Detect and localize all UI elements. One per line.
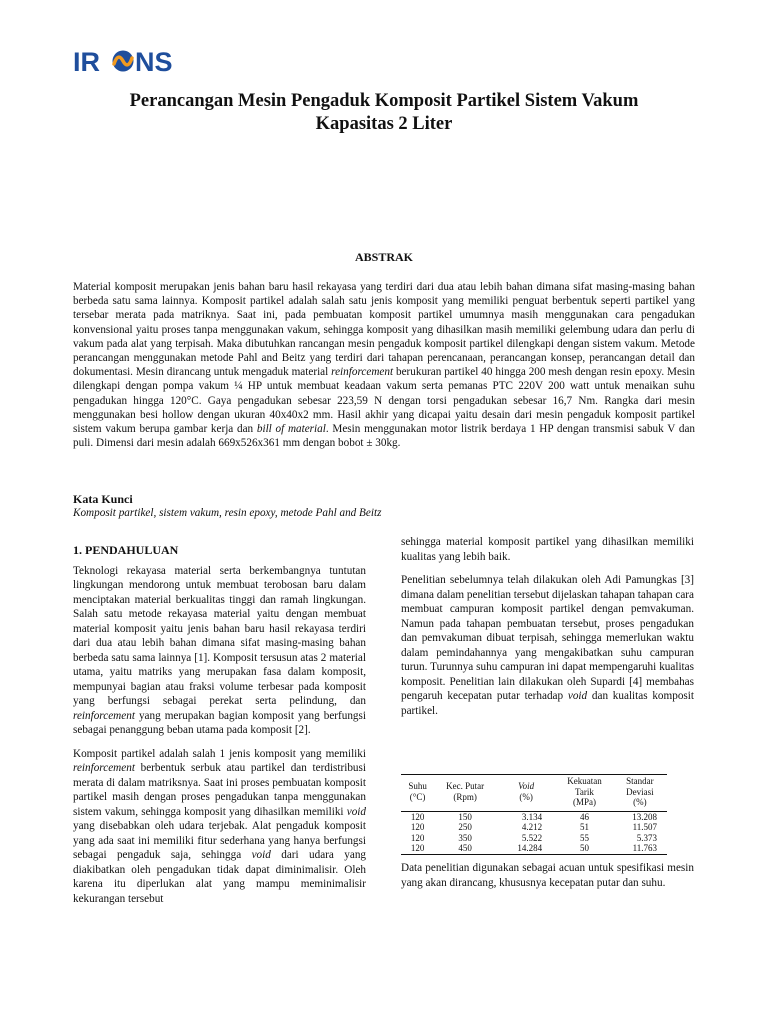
table-cell: 50 <box>579 843 589 853</box>
table-row <box>401 833 667 844</box>
table-cell: 120 <box>410 811 425 822</box>
header-kekuatan-tarik: Kekuatan Tarik (MPa) <box>567 776 602 807</box>
p2-em-1: reinforcement <box>73 762 135 774</box>
logo-letters-2: NS <box>135 47 173 74</box>
table-cell: 55 <box>579 832 589 843</box>
logo-letters: IR <box>73 47 100 74</box>
p1-text-b: yang merupakan bagian komposit yang berfungsi sebagai penanggung beban utama pada komposit [2]. <box>73 709 366 736</box>
irons-logo <box>73 46 183 74</box>
abstract-em-2: bill of material <box>256 423 326 436</box>
r2-em: void <box>567 690 588 702</box>
paper-title <box>60 90 708 136</box>
p2-text-d: dari udara yang diakibatkan oleh pengadukan tidak dapat diminimalisir. Oleh karena itu diperlukan alat yang mampu meminimalisir kekurangan tersebut <box>73 849 367 905</box>
keywords-text: Komposit partikel, sistem vakum, resin epoxy, metode Pahl and Beitz <box>73 507 382 519</box>
title-line-1: Perancangan Mesin Pengaduk Komposit Partikel Sistem Vakum <box>129 91 639 111</box>
table-header-row <box>401 775 667 812</box>
title-line-2: Kapasitas 2 Liter <box>315 114 453 134</box>
r2-text-a: Penelitian sebelumnya telah dilakukan oleh Adi Pamungkas [3] dimana dalam penelitian tersebut dijelaskan tahapan tahapan cara membuat campuran komposit partikel dengan pemvakuman. Namun pada tahapan pembuatan tersebut, proses pengadukan dan pemvakuman dibuat terpisah, sehingga memerlukan waktu dalam pemindahannya yang mengakibatkan suhu campuran turun. Turunnya suhu campuran ini dapat mempengaruhi kualitas komposit. Penelitian lain dilakukan oleh Supardi [4] membahas pengaruh kecepatan putar terhadap <box>401 574 694 702</box>
table-cell: 5.373 <box>636 832 657 843</box>
table-cell: 51 <box>579 822 589 832</box>
abstract-em-1: reinforcement <box>331 366 394 379</box>
table-cell: 11.763 <box>632 843 657 853</box>
table-cell: 150 <box>458 811 472 822</box>
p2-text-c: yang disebabkan oleh udara terjebak. Alat pengaduk komposit yang ada saat ini memiliki fitur sederhana yang hanya berfungsi sebagai pengaduk saja, sehingga <box>73 820 366 861</box>
table-cell: 250 <box>458 822 472 832</box>
abstract-body <box>73 280 695 450</box>
table-cell: 450 <box>458 843 472 853</box>
table-cell: 3.134 <box>521 811 543 822</box>
abstract-text-3: . Mesin menggunakan motor listrik berdaya 1 HP dengan transmisi sabuk V dan puli. Dimensi dari mesin adalah 669x526x361 mm dengan bobot ± 30kg. <box>73 423 695 450</box>
table-cell: 13.208 <box>632 811 657 822</box>
p2-em-2: void <box>346 805 366 818</box>
table-cell: 120 <box>410 822 425 832</box>
header-kec-putar: Kec. Putar (Rpm) <box>446 781 485 802</box>
table-cell: 4.212 <box>521 822 543 832</box>
right-column <box>401 535 694 727</box>
p1-em: reinforcement <box>73 709 135 722</box>
table-row <box>401 811 667 822</box>
table-cell: 350 <box>458 832 472 843</box>
p2-text-a: Komposit partikel adalah salah 1 jenis komposit yang memiliki <box>73 747 366 760</box>
abstract-heading: ABSTRAK <box>354 250 413 264</box>
abstract-text-2: berukuran partikel 40 hingga 200 mesh dengan resin epoxy. Mesin dilengkapi dengan pompa vakum ¼ HP untuk membuat keadaan vakum serta pemanas PTC 220V 200 watt untuk menaikan suhu pengadukan hingga 120°C. Gaya pengadukan sebesar 223,59 N dengan torsi pengadukan sebesar 16,7 Nm. Rangka dari mesin menggunakan besi hollow dengan ukuran 40x40x2 mm. Hasil akhir yang dicapai yaitu desain dari mesin pengaduk komposit partikel sistem vakum berupa gambar kerja dan <box>73 366 695 436</box>
p1-text-a: Teknologi rekayasa material serta berkembangnya tuntutan lingkungan mendorong untuk membuat terobosan baru dalam menciptakan material berkualitas tinggi dan ramah lingkungan. Salah satu metode rekayasa material yaitu dengan membuat material komposit yaitu jenis bahan baru hasil rekayasa terdiri dari dua atau lebih bahan dimana sifat masing-masing bahan berbeda satu sama lainnya [1]. Komposit tersusun atas 2 material utama, yaitu matriks yang merupakan fasa dalam komposit, mempunyai bagian atau fraksi volume terbesar pada komposit yang berfungsi sebagai perekat serta pelindung, dan <box>73 564 366 707</box>
right-paragraph-2 <box>401 573 694 718</box>
p2-em-3: void <box>251 849 271 861</box>
p2-text-b: berbentuk serbuk atau partikel dan terdistribusi merata di dalam matriksnya. Saat ini proses pembuatan komposit partikel masih dengan proses pengadukan tanpa menggunakan sistem vakum, sehingga komposit yang dihasilkan memiliki <box>73 762 366 818</box>
table-cell: 5.522 <box>521 832 543 843</box>
table-cell: 120 <box>410 843 425 853</box>
section-heading: 1. PENDAHULUAN <box>73 543 179 557</box>
r2-text-b: dan kualitas komposit partikel. <box>401 690 694 717</box>
table-cell: 46 <box>579 811 589 822</box>
header-void: Void (%) <box>518 781 535 802</box>
table-row <box>401 843 667 854</box>
table-cell: 11.507 <box>632 822 657 832</box>
right-paragraph-3: Data penelitian digunakan sebagai acuan untuk spesifikasi mesin yang akan dirancang, khususnya kecepatan putar dan suhu. <box>401 862 694 889</box>
intro-paragraph-1 <box>73 564 366 738</box>
left-column <box>73 543 366 915</box>
header-standar-deviasi: Standar Deviasi (%) <box>626 776 654 807</box>
logo-o-mark <box>113 51 134 72</box>
intro-paragraph-2 <box>73 747 366 907</box>
table-cell: 14.284 <box>517 843 543 853</box>
table-cell: 120 <box>410 832 425 843</box>
right-paragraph-1: sehingga material komposit partikel yang dihasilkan memiliki kualitas yang lebih baik. <box>401 536 694 563</box>
keywords-heading: Kata Kunci <box>73 492 133 506</box>
research-data-table <box>401 774 667 855</box>
table-row <box>401 822 667 833</box>
abstract-text-1: Material komposit merupakan jenis bahan baru hasil rekayasa yang terdiri dari dua atau lebih bahan dimana sifat masing-masing bahan berbeda satu sama lainnya. Komposit partikel adalah salah satu jenis komposit yang memiliki penguat berbentuk seperti partikel yang tersebar merata pada matriknya. Saat ini, pada pembuatan komposit partikel umumnya masih menggunakan cara pengadukan konvensional yaitu proses tanpa menggunakan vakum, sehingga komposit yang dihasilkan masih memiliki gelembung udara dan perlu di vakum pada alat yang terpisah. Maka dibutuhkan rancangan mesin pengaduk komposit partikel dilengkapi dengan sistem vakum. Metode perancangan menggunakan metode Pahl and Beitz yang terdiri dari tahapan perencanaan, perancangan konsep, perancangan detail dan dokumentasi. Mesin dirancang untuk mengaduk material <box>73 281 695 379</box>
header-suhu: Suhu (°C) <box>408 781 427 802</box>
